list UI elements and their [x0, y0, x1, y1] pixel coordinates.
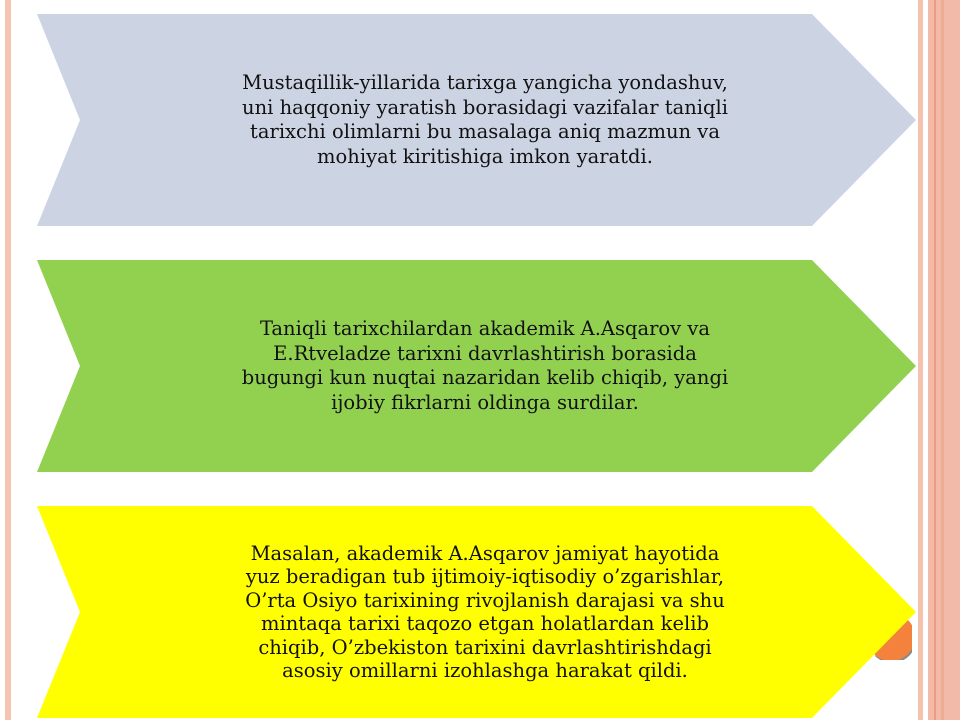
chevron-step-1: [0, 14, 960, 226]
text-line: chiqib, O’zbekiston tarixini davrlashtirishdagi: [258, 635, 712, 659]
text-line: bugungi kun nuqtai nazaridan kelib chiqib, yangi: [241, 366, 729, 389]
text-line: asosiy omillarni izohlashga harakat qildi.: [282, 659, 688, 682]
text-line: Taniqli tarixchilardan akademik A.Asqarov va: [259, 317, 711, 340]
text-line: mohiyat kiritishiga imkon yaratdi.: [317, 144, 653, 168]
text-line: Mustaqillik-yillarida tarixga yangicha yondashuv,: [242, 71, 728, 94]
chevron-step-3: [0, 506, 960, 718]
text-line: ijobiy fikrlarni oldinga surdilar.: [331, 390, 639, 414]
chevron-text: [130, 14, 840, 226]
text-line: O’rta Osiyo tarixining rivojlanish darajasi va shu: [245, 588, 725, 612]
text-line: mintaqa tarixi taqozo etgan holatlardan kelib: [260, 612, 709, 635]
text-line: tarixchi olimlarni bu masalaga aniq mazmun va: [250, 120, 720, 143]
chevron-text: [130, 506, 840, 718]
text-line: yuz beradigan tub ijtimoiy-iqtisodiy o’zgarishlar,: [245, 565, 725, 588]
chevron-step-2: [0, 260, 960, 472]
chevron-text: [130, 260, 840, 472]
text-line: Masalan, akademik A.Asqarov jamiyat hayotida: [250, 541, 720, 565]
text-line: uni haqqoniy yaratish borasidagi vazifalar taniqli: [242, 95, 728, 119]
text-line: E.Rtveladze tarixni davrlashtirish borasida: [273, 341, 697, 365]
